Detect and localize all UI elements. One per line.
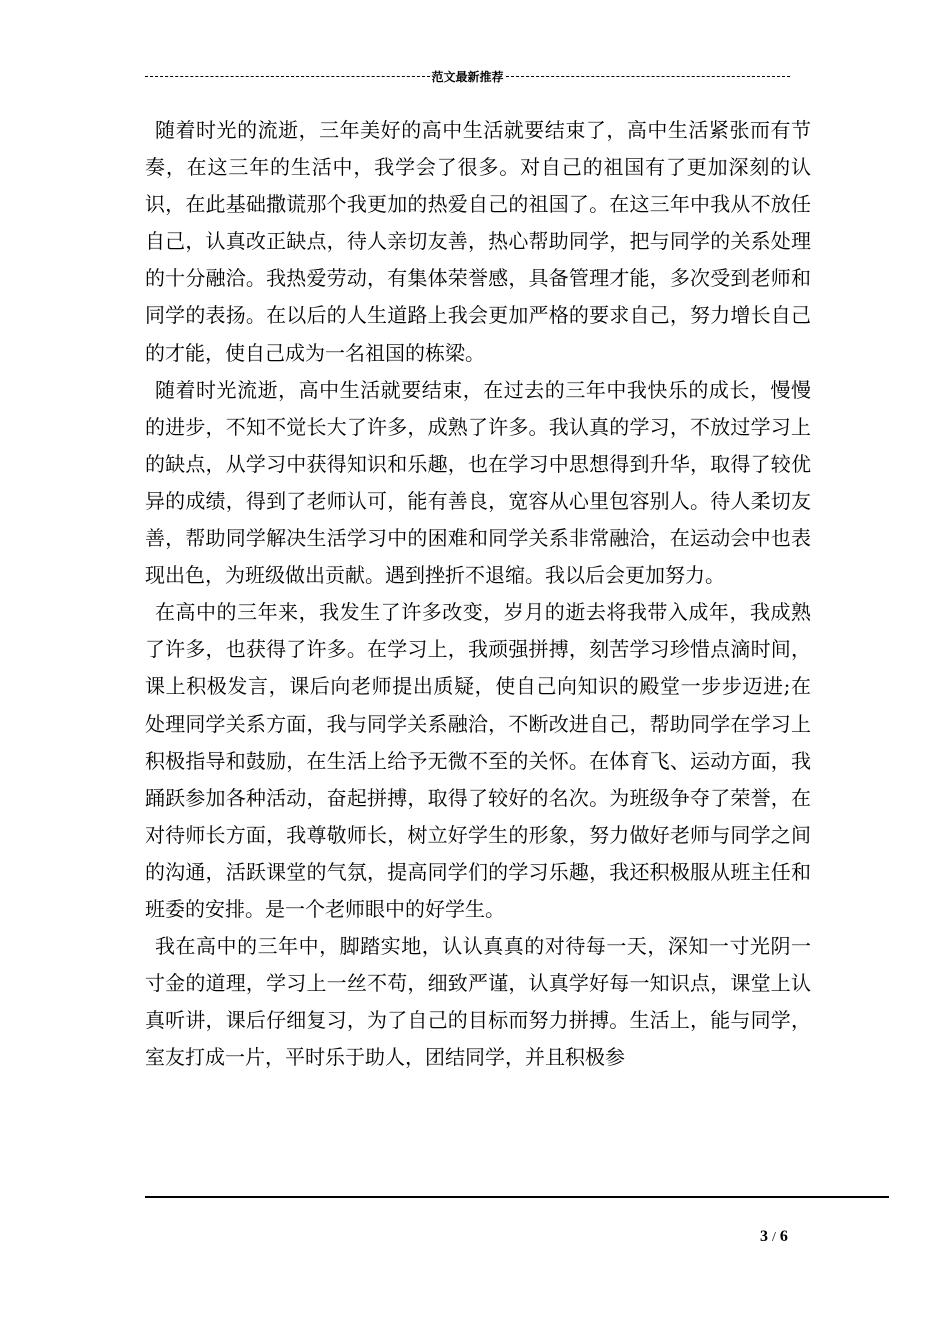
page-header [145,64,790,88]
page-current: 3 [760,1228,768,1245]
header-title: 范文最新推荐 [431,69,504,84]
paragraph-3: 在高中的三年来，我发生了许多改变，岁月的逝去将我带入成年，我成熟了许多，也获得了许多。在学习上，我顽强拼搏，刻苦学习珍惜点滴时间，课上积极发言，课后向老师提出质疑，使自己向知识的殿堂一步步迈进;在处理同学关系方面，我与同学关系融洽，不断改进自己，帮助同学在学习上积极指导和鼓励，在生活上给予无微不至的关怀。在体育飞、运动方面，我踊跃参加各种活动，奋起拼搏，取得了较好的名次。为班级争夺了荣誉，在对待师长方面，我尊敬师长，树立好学生的形象，努力做好老师与同学之间的沟通，活跃课堂的气氛，提高同学们的学习乐趣，我还积极服从班主任和班委的安排。是一个老师眼中的好学生。 [145,600,811,921]
paragraph-4: 我在高中的三年中，脚踏实地，认认真真的对待每一天，深知一寸光阴一寸金的道理，学习上一丝不苟，细致严谨，认真学好每一知识点，课堂上认真听讲，课后仔细复习，为了自己的目标而努力拼搏。生活上，能与同学，室友打成一片，平时乐于助人，团结同学，并且积极参 [145,934,811,1070]
page-total: 6 [779,1228,788,1245]
footer-divider [145,1196,889,1198]
page-separator: / [772,1230,776,1245]
paragraph-2: 随着时光流逝，高中生活就要结束，在过去的三年中我快乐的成长，慢慢的进步，不知不觉长大了许多，成熟了许多。我认真的学习，不放过学习上的缺点，从学习中获得知识和乐趣，也在学习中思想得到升华，取得了较优异的成绩，得到了老师认可，能有善良，宽容从心里包容别人。待人柔切友善，帮助同学解决生活学习中的困难和同学关系非常融洽，在运动会中也表现出色，为班级做出贡献。遇到挫折不退缩。我以后会更加努力。 [145,377,811,588]
paragraph-1: 随着时光的流逝，三年美好的高中生活就要结束了，高中生活紧张而有节奏，在这三年的生活中，我学会了很多。对自己的祖国有了更加深刻的认识，在此基础撒谎那个我更加的热爱自己的祖国了。在这三年中我从不放任自己，认真改正缺点，待人亲切友善，热心帮助同学，把与同学的关系处理的十分融洽。我热爱劳动，有集体荣誉感，具备管理才能，多次受到老师和同学的表扬。在以后的人生道路上我会更加严格的要求自己，努力增长自己的才能，使自己成为一名祖国的栋梁。 [145,118,811,365]
header-dashed-rule-left [145,76,430,77]
header-dashed-rule-right [506,76,791,77]
page-number [760,1228,820,1246]
document-body [145,112,811,1076]
